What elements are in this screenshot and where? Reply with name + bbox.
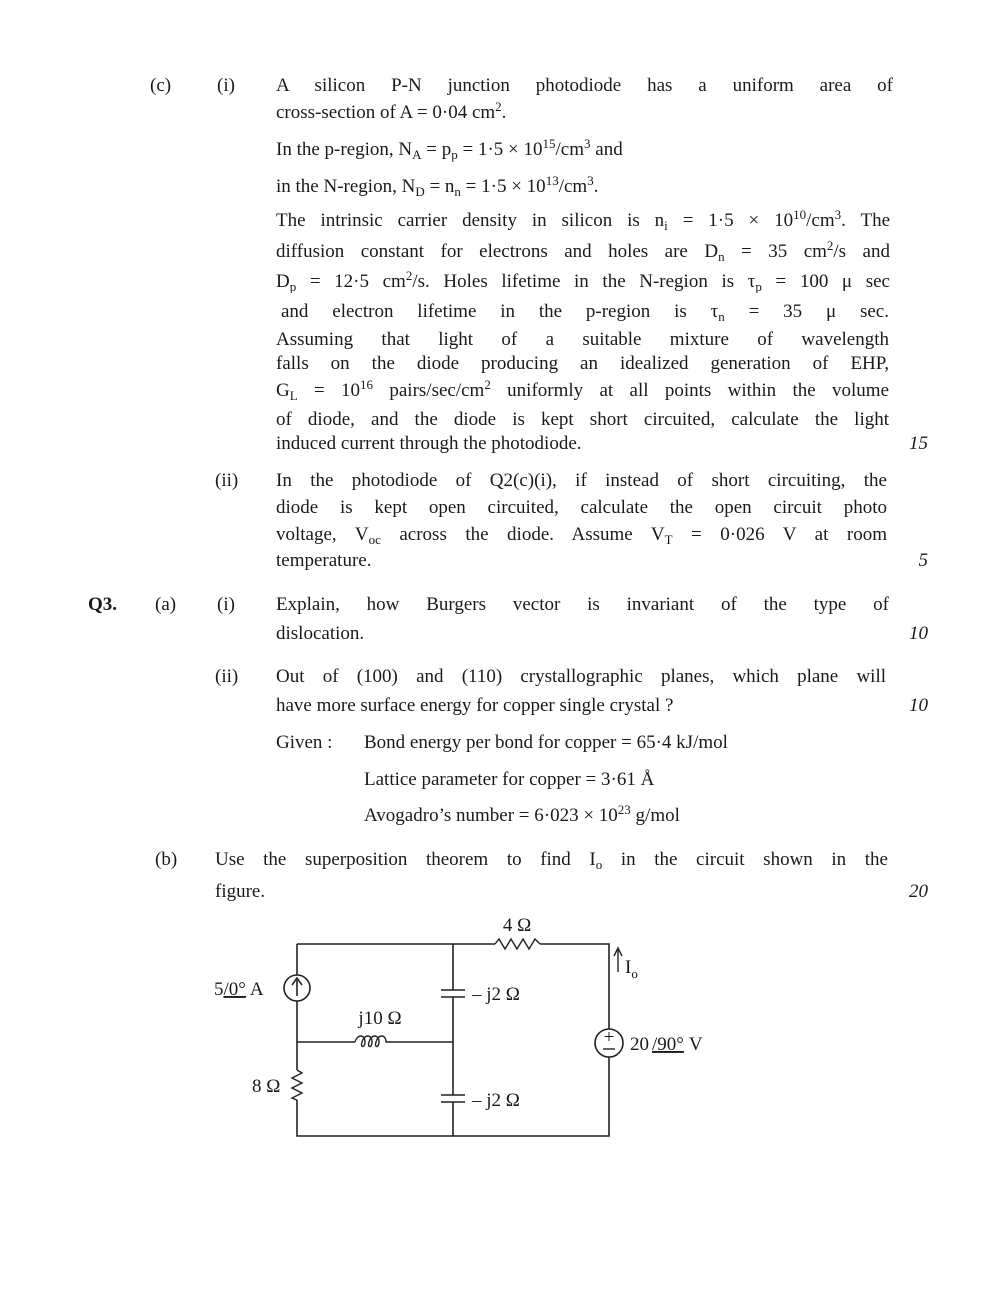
text-segment: The intrinsic carrier density in silicon is n (276, 210, 665, 231)
text-segment: n (718, 249, 725, 263)
text-segment: Bond energy per bond for copper = 65·4 kJ/mol (364, 732, 728, 753)
marks: 10 (909, 695, 928, 716)
text-segment: induced current through the photodiode. (276, 433, 582, 454)
marks: 15 (909, 433, 928, 454)
label-cap-bottom: – j2 Ω (472, 1090, 520, 1111)
text-segment: D (415, 184, 425, 199)
text-segment: Lattice parameter for copper = 3·61 Å (364, 769, 655, 790)
text-segment: 23 (617, 802, 631, 817)
part-label-a: (a) (155, 594, 177, 615)
text-segment: uniformly at all points within the volume (490, 380, 889, 401)
resistor-8-ohm (292, 1070, 302, 1100)
text-segment: p (451, 147, 458, 162)
text-segment: = 1·5 × 10 (460, 176, 546, 197)
text-segment: = n (424, 176, 455, 197)
text-segment: falls on the diode producing an idealized generation of EHP, (276, 353, 889, 374)
text-segment: 10 (793, 210, 807, 222)
text-segment: = 1·5 × 10 (457, 139, 543, 160)
angle: 0° (228, 979, 246, 1000)
text-segment: 3 (584, 136, 591, 151)
text-segment: . The (841, 210, 890, 231)
text-segment: /s. Holes lifetime in the N-region is τ (412, 271, 756, 292)
text-segment: 15 (542, 136, 556, 151)
label-inductor: j10 Ω (358, 1008, 402, 1029)
text-segment: 2 (495, 99, 502, 114)
text-segment: L (289, 388, 298, 402)
text-segment: In the photodiode of Q2(c)(i), if instead of short circuiting, the (276, 470, 887, 491)
text-segment: in the N-region, N (276, 176, 416, 197)
unit: A (249, 979, 264, 1000)
text-segment: Explain, how Burgers vector is invariant of the type of (276, 594, 889, 615)
text-segment: n (454, 184, 461, 199)
question-number-q3: Q3. (88, 594, 118, 615)
text-segment: 2 (484, 380, 491, 392)
part-label-c: (c) (150, 75, 172, 96)
text-segment: 16 (360, 380, 374, 392)
marks: 10 (909, 623, 928, 644)
subpart-label-ii: (ii) (215, 666, 239, 687)
text-segment: diode is kept open circuited, calculate the open circuit photo (276, 497, 887, 518)
text-segment: Assuming that light of a suitable mixture of wavelength (276, 329, 889, 350)
part-label-b: (b) (155, 849, 178, 870)
text-segment: 3 (834, 210, 842, 222)
angle-symbol: / (223, 979, 229, 1000)
text-segment: = 1·5 × 10 (667, 210, 794, 231)
text-segment: = p (421, 139, 452, 160)
text-segment: figure. (215, 881, 266, 902)
text-segment: of diode, and the diode is kept short circuited, calculate the light (276, 409, 889, 430)
capacitor-bottom (441, 1095, 465, 1102)
plus-sign: + (603, 1027, 615, 1048)
text-segment: pairs/sec/cm (373, 380, 485, 401)
text-segment: /cm (806, 210, 835, 231)
subpart-label-i: (i) (217, 594, 235, 615)
text-segment: o (595, 857, 603, 871)
given-label: Given : (276, 732, 333, 753)
text-segment: Avogadro’s number = 6·023 × 10 (364, 805, 618, 826)
text-segment: = 35 cm (724, 241, 827, 262)
text-segment: G (276, 380, 290, 401)
current-source (284, 975, 310, 1001)
text-segment: . (593, 176, 599, 197)
text-segment: Use the superposition theorem to find I (215, 849, 596, 870)
text-segment: 2 (405, 271, 413, 283)
label-io: $I_o$ (625, 957, 638, 981)
text-segment: n (718, 309, 725, 323)
label-current-source (214, 979, 264, 1000)
text-segment: Out of (100) and (110) crystallographic planes, which plane will (276, 666, 886, 687)
text-segment: = 12·5 cm (296, 271, 406, 292)
current-arrow-io (614, 948, 622, 972)
subpart-label-i: (i) (217, 75, 235, 96)
text-segment: A silicon P-N junction photodiode has a uniform area of (276, 75, 893, 96)
voltage-source (595, 1027, 623, 1057)
text-segment: diffusion constant for electrons and holes are D (276, 241, 719, 262)
text-segment: = 10 (297, 380, 361, 401)
text-segment: dislocation. (276, 623, 365, 644)
text-segment: = 35 μ sec. (724, 301, 889, 322)
text-segment: and (590, 139, 623, 160)
text-segment: temperature. (276, 550, 372, 571)
label-voltage-source: 20 /90° V (630, 1034, 703, 1055)
text-segment: = 0·026 V at room (672, 524, 887, 545)
text-segment: . (501, 102, 507, 123)
resistor-4-ohm (495, 939, 540, 949)
text-segment: 2 (826, 241, 834, 253)
text-segment: A (412, 147, 422, 162)
text-segment: and electron lifetime in the p-region is τ (281, 301, 719, 322)
text-segment: oc (368, 532, 381, 546)
marks: 20 (909, 881, 928, 902)
text-segment: have more surface energy for copper single crystal ? (276, 695, 674, 716)
text-segment: /cm (555, 139, 585, 160)
label-r-top: 4 Ω (502, 915, 532, 936)
text-segment: = 100 μ sec (761, 271, 890, 292)
text-segment: voltage, V (276, 524, 369, 545)
text-segment: T (664, 532, 673, 546)
text-segment: D (276, 271, 290, 292)
marks: 5 (918, 550, 928, 571)
text-segment: g/mol (630, 805, 680, 826)
text-segment: p (289, 279, 297, 293)
capacitor-top (441, 990, 465, 997)
text-segment: i (664, 218, 668, 232)
inductor-j10-ohm (355, 1036, 400, 1047)
label-r-left: 8 Ω (252, 1076, 281, 1097)
label-cap-top: – j2 Ω (472, 984, 520, 1005)
text-segment: /s and (833, 241, 890, 262)
text-segment: 13 (545, 173, 559, 188)
text-segment: across the diode. Assume V (380, 524, 665, 545)
subpart-label-ii: (ii) (215, 470, 239, 491)
text-segment: 3 (587, 173, 594, 188)
text-segment: /cm (558, 176, 588, 197)
magnitude: 5 (214, 979, 224, 1000)
text-segment: cross-section of A = 0·04 cm (276, 102, 496, 123)
text-segment: p (755, 279, 762, 293)
text-segment: In the p-region, N (276, 139, 413, 160)
text-segment: in the circuit shown in the (602, 849, 888, 870)
